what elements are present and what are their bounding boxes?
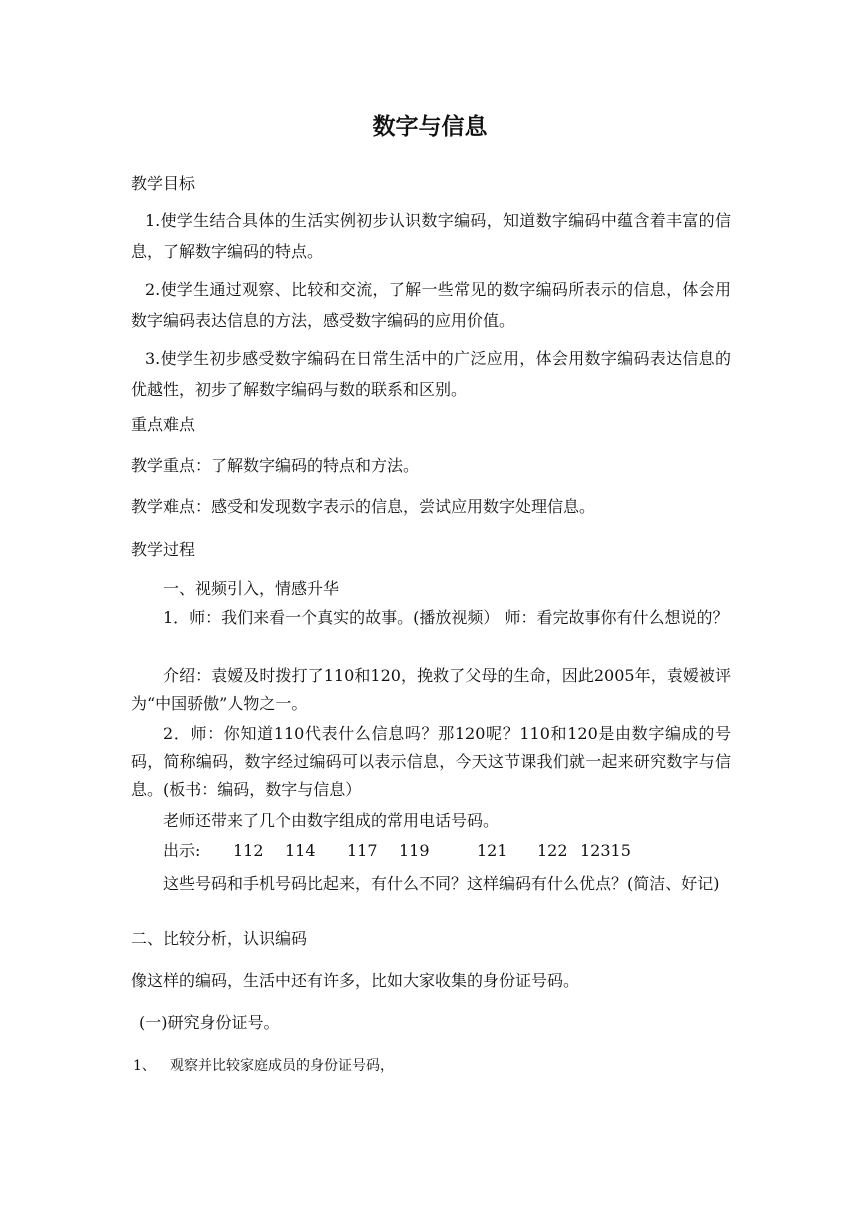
phone-code: 121 — [477, 841, 508, 860]
step1-paragraph-1: 1．师：我们来看一个真实的故事。(播放视频） 师：看完故事你有什么想说的？ — [163, 608, 729, 627]
phone-code: 12315 — [580, 841, 631, 860]
phone-code: 122 — [537, 841, 568, 860]
goal-paragraph-2: 2.使学生通过观察、比较和交流，了解一些常见的数字编码所表示的信息，体会用数字编码表达信息的方法，感受数字编码的应用价值。 — [131, 280, 731, 330]
section-heading-goals: 教学目标 — [131, 174, 196, 193]
show-label: 出示: — [163, 841, 201, 860]
section-heading-process: 教学过程 — [131, 540, 196, 559]
page-title: 数字与信息 — [372, 113, 488, 140]
phone-code: 117 — [347, 841, 378, 860]
step2-paragraph-1: 像这样的编码，生活中还有许多，比如大家收集的身份证号码。 — [131, 971, 580, 990]
step2-item-text: 观察并比较家庭成员的身份证号码， — [170, 1058, 394, 1074]
step1-paragraph-2: 介绍：袁嫒及时拨打了110和120，挽救了父母的生命，因此2005年，袁嫒被评为“中国骄傲”人物之一。 — [131, 666, 731, 713]
phone-code: 119 — [399, 841, 430, 860]
step2-heading: 二、比较分析，认识编码 — [131, 929, 308, 948]
step2-item-number: 1、 — [133, 1058, 156, 1074]
difficult-point-text: 教学难点：感受和发现数字表示的信息，尝试应用数字处理信息。 — [131, 497, 596, 516]
step2-subheading: (一)研究身份证号。 — [139, 1013, 280, 1032]
step1-heading: 一、视频引入，情感升华 — [163, 579, 340, 598]
key-point-text: 教学重点：了解数字编码的特点和方法。 — [131, 456, 420, 475]
phone-code: 114 — [285, 841, 316, 860]
step1-paragraph-5: 这些号码和手机号码比起来，有什么不同？这样编码有什么优点？(简洁、好记) — [163, 874, 720, 893]
phone-code: 112 — [233, 841, 264, 860]
goal-paragraph-3: 3.使学生初步感受数字编码在日常生活中的广泛应用，体会用数字编码表达信息的优越性，初步了解数字编码与数的联系和区别。 — [131, 349, 731, 399]
step1-paragraph-4: 老师还带来了几个由数字组成的常用电话号码。 — [163, 811, 500, 830]
step1-paragraph-3: 2．师：你知道110代表什么信息吗？那120呢？110和120是由数字编成的号码，简称编码，数字经过编码可以表示信息，今天这节课我们就一起来研究数字与信息。(板书：编码，数字与信息） — [131, 724, 731, 799]
goal-paragraph-1: 1.使学生结合具体的生活实例初步认识数字编码，知道数字编码中蕴含着丰富的信息，了解数字编码的特点。 — [131, 211, 731, 261]
section-heading-key-points: 重点难点 — [131, 415, 196, 434]
phone-code-row — [163, 840, 663, 862]
